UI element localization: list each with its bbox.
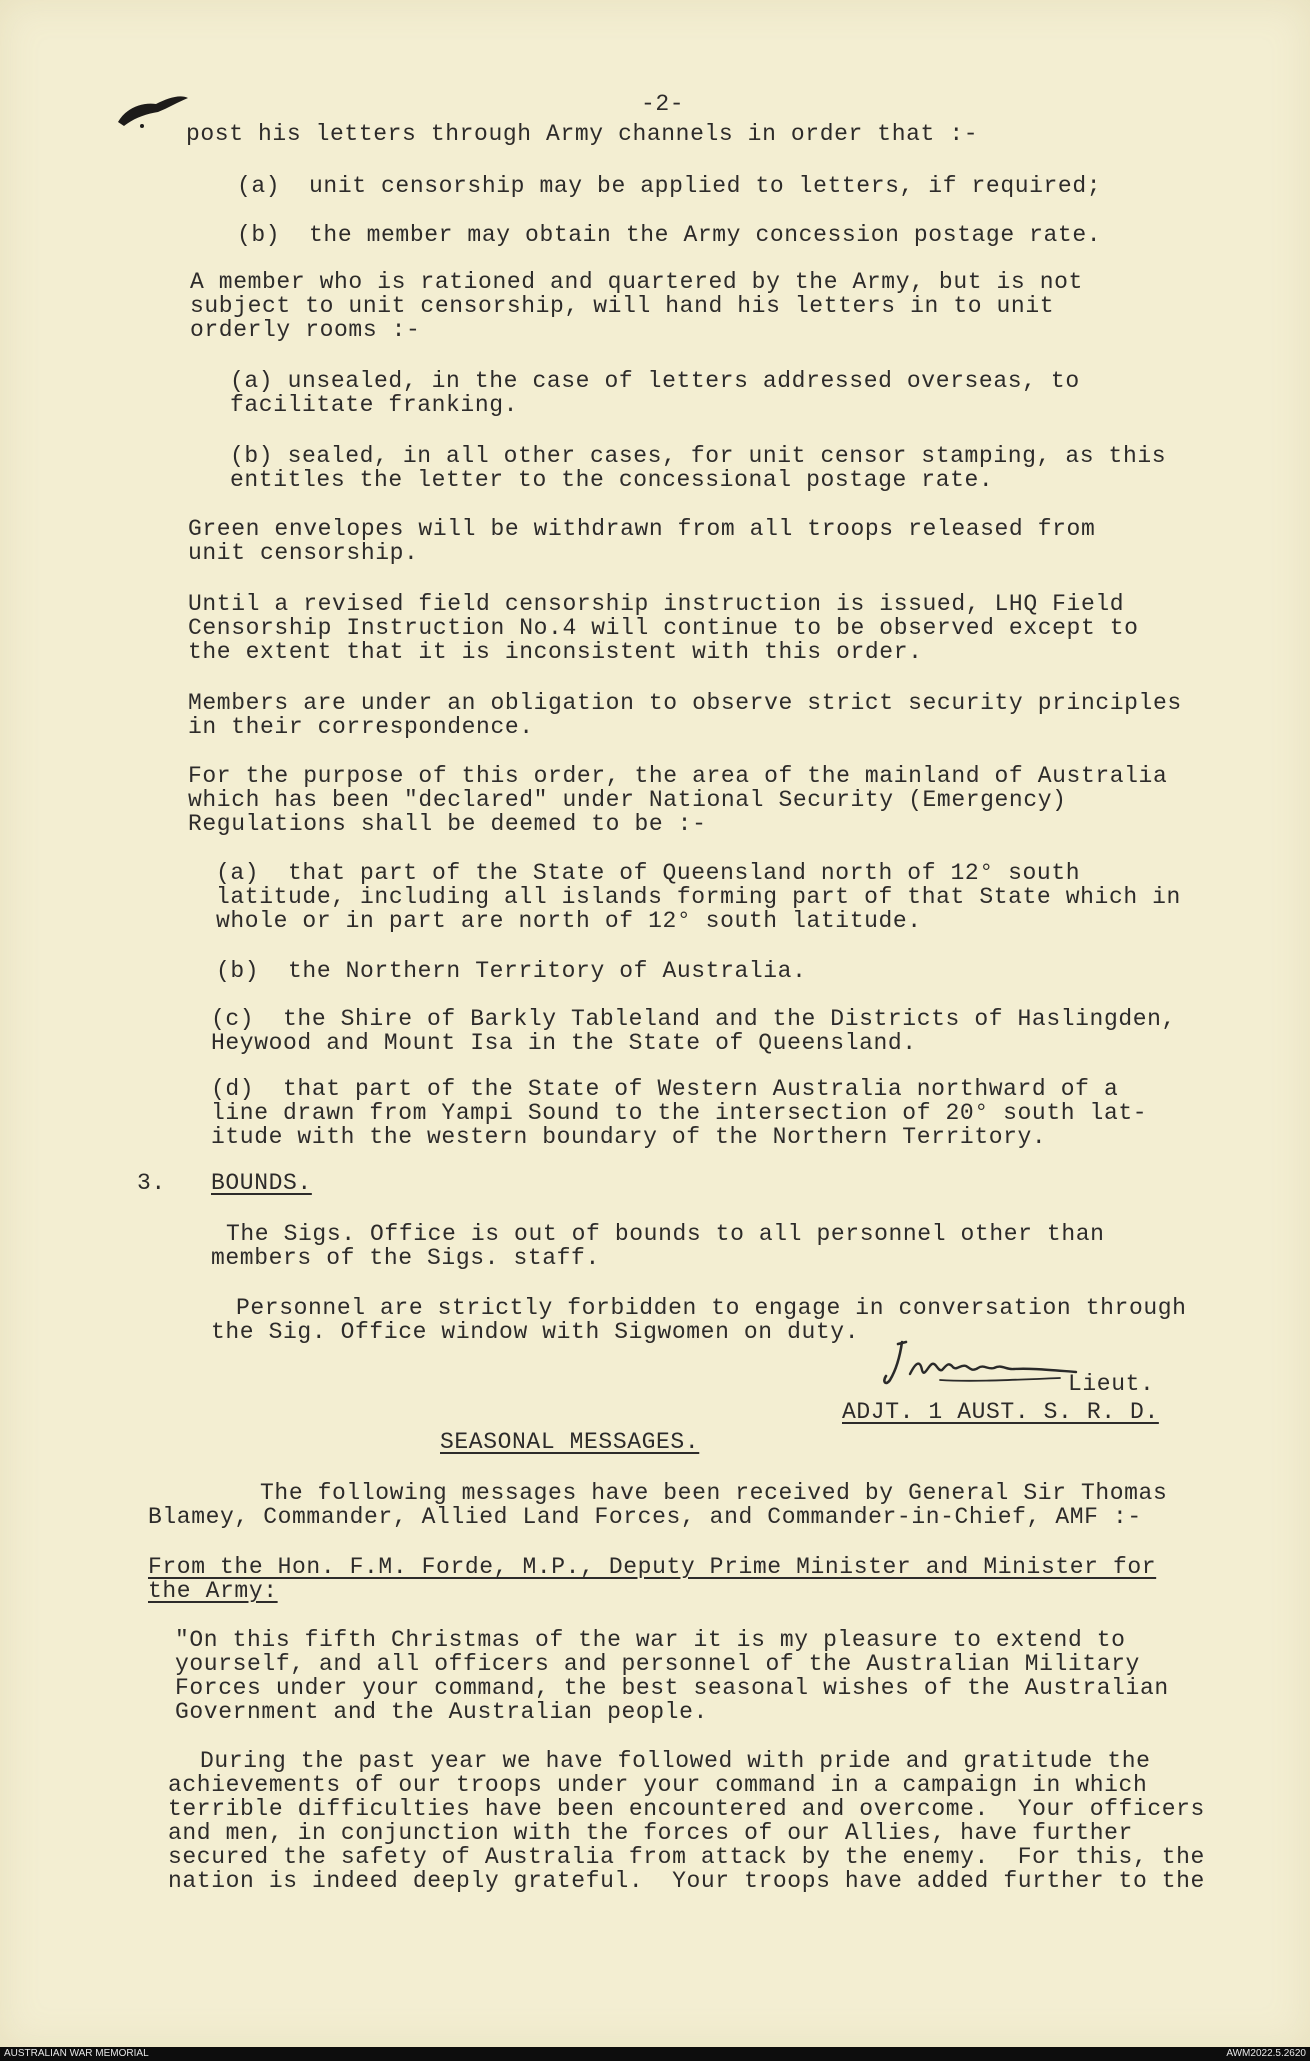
text-line: Members are under an obligation to observe strict security principles xyxy=(188,690,1182,716)
section-number: 3. xyxy=(137,1170,166,1196)
page-number: -2- xyxy=(641,91,685,117)
text-line: in their correspondence. xyxy=(188,714,534,740)
opening-line: post his letters through Army channels in order that :- xyxy=(186,121,979,147)
text-line: Blamey, Commander, Allied Land Forces, and Commander-in-Chief, AMF :- xyxy=(148,1504,1142,1530)
text-line: entitles the letter to the concessional postage rate. xyxy=(230,467,994,493)
text-line: For the purpose of this order, the area of the mainland of Australia xyxy=(188,763,1168,789)
text-line: line drawn from Yampi Sound to the intersection of 20° south lat- xyxy=(211,1100,1148,1126)
text-line: members of the Sigs. staff. xyxy=(211,1245,600,1271)
text-line: facilitate franking. xyxy=(230,392,519,418)
text-line: During the past year we have followed with pride and gratitude the xyxy=(128,1748,1151,1774)
section-heading-bounds: BOUNDS. xyxy=(211,1170,312,1196)
text-line: Regulations shall be deemed to be :- xyxy=(188,811,707,837)
text-line: secured the safety of Australia from attack by the enemy. For this, the xyxy=(168,1844,1205,1870)
text-line: (d) that part of the State of Western Australia northward of a xyxy=(211,1076,1119,1102)
footer-accession-number: AWM2022.5.2620 xyxy=(1226,2048,1306,2059)
text-line: whole or in part are north of 12° south latitude. xyxy=(216,908,922,934)
text-line: the extent that it is inconsistent with this order. xyxy=(188,639,923,665)
text-line: Green envelopes will be withdrawn from all troops released from xyxy=(188,516,1096,542)
text-line: achievements of our troops under your command in a campaign in which xyxy=(168,1772,1148,1798)
purpose-a: (a) unit censorship may be applied to letters, if required; xyxy=(237,173,1102,199)
purpose-b: (b) the member may obtain the Army concession postage rate. xyxy=(237,222,1102,248)
text-line: nation is indeed deeply grateful. Your troops have added further to the xyxy=(168,1868,1205,1894)
text-line: "On this fifth Christmas of the war it is my pleasure to extend to xyxy=(175,1627,1126,1653)
text-line: Personnel are strictly forbidden to engage in conversation through xyxy=(236,1295,1187,1321)
text-line: orderly rooms :- xyxy=(190,317,421,343)
text-line: subject to unit censorship, will hand his letters in to unit xyxy=(190,293,1055,319)
text-line: yourself, and all officers and personnel of the Australian Military xyxy=(175,1651,1140,1677)
text-line: A member who is rationed and quartered by the Army, but is not xyxy=(190,269,1083,295)
text-line: the Army: xyxy=(148,1578,278,1604)
text-line: Heywood and Mount Isa in the State of Queensland. xyxy=(211,1030,917,1056)
signature-title: ADJT. 1 AUST. S. R. D. xyxy=(842,1399,1159,1425)
text-line: Forces under your command, the best seasonal wishes of the Australian xyxy=(175,1675,1169,1701)
signature-rank: Lieut. xyxy=(1068,1371,1155,1397)
text-line: Government and the Australian people. xyxy=(175,1699,708,1725)
text-line: (b) the Northern Territory of Australia. xyxy=(216,958,807,984)
text-line: (b) sealed, in all other cases, for unit censor stamping, as this xyxy=(230,443,1167,469)
text-line: From the Hon. F.M. Forde, M.P., Deputy Prime Minister and Minister for xyxy=(148,1554,1157,1580)
text-line: and men, in conjunction with the forces of our Allies, have further xyxy=(168,1820,1133,1846)
seasonal-heading: SEASONAL MESSAGES. xyxy=(440,1429,700,1455)
archive-footer xyxy=(0,2047,1310,2061)
text-line: (a) that part of the State of Queensland north of 12° south xyxy=(216,860,1081,886)
ink-blot-icon xyxy=(112,88,192,138)
text-line: Until a revised field censorship instruction is issued, LHQ Field xyxy=(188,591,1125,617)
text-line: which has been "declared" under National Security (Emergency) xyxy=(188,787,1067,813)
text-line: (a) unsealed, in the case of letters addressed overseas, to xyxy=(230,368,1080,394)
text-line: terrible difficulties have been encountered and overcome. Your officers xyxy=(168,1796,1205,1822)
text-line: The Sigs. Office is out of bounds to all personnel other than xyxy=(226,1221,1105,1247)
text-line: Censorship Instruction No.4 will continue to be observed except to xyxy=(188,615,1139,641)
text-line: the Sig. Office window with Sigwomen on duty. xyxy=(211,1319,860,1345)
text-line: itude with the western boundary of the Northern Territory. xyxy=(211,1124,1047,1150)
footer-institution: AUSTRALIAN WAR MEMORIAL xyxy=(4,2048,149,2059)
text-line: (c) the Shire of Barkly Tableland and the Districts of Haslingden, xyxy=(211,1006,1176,1032)
text-line: latitude, including all islands forming part of that State which in xyxy=(216,884,1181,910)
text-line: The following messages have been received by General Sir Thomas xyxy=(188,1480,1168,1506)
text-line: unit censorship. xyxy=(188,540,419,566)
